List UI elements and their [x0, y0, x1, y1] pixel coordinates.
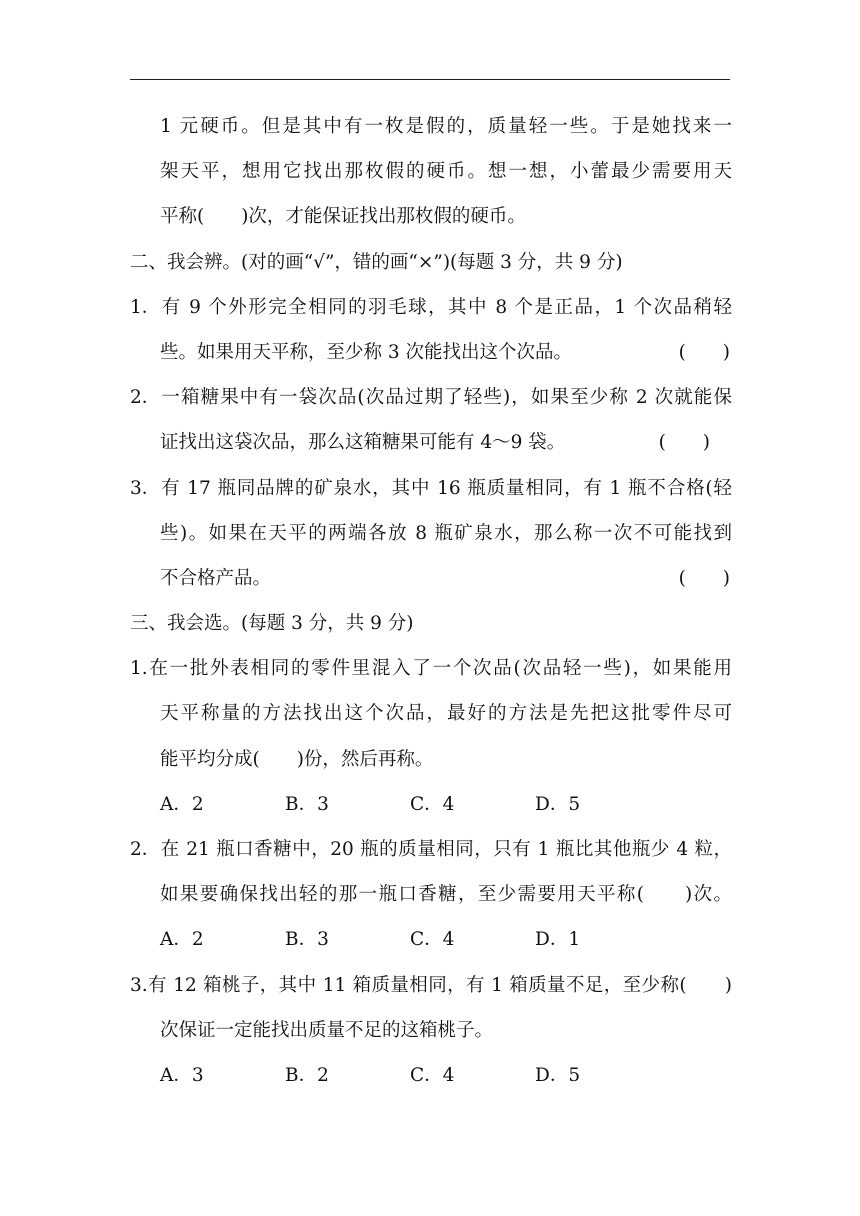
s3-q1-line-1 — [130, 646, 732, 691]
s3-q3-options — [130, 1053, 732, 1098]
s3-q2-option-c[interactable]: C．4 — [410, 929, 455, 951]
s3-q2-line-1 — [130, 827, 732, 872]
s3-q2-option-d[interactable]: D．1 — [535, 929, 581, 951]
s2-q3-number: 3． — [130, 477, 161, 499]
s2-q3-line-1 — [130, 466, 732, 511]
s3-q2-text-1: 在 21 瓶口香糖中，20 瓶的质量相同，只有 1 瓶比其他瓶少 4 粒， — [160, 839, 732, 860]
s3-q1-option-d[interactable]: D．5 — [535, 793, 581, 815]
prev-question-line-3: 平称( )次，才能保证找出那枚假的硬币。 — [160, 206, 526, 228]
s3-q3-option-b[interactable]: B．2 — [285, 1064, 329, 1086]
s3-q2-option-a[interactable]: A．2 — [160, 929, 204, 951]
s3-q1-number: 1. — [130, 658, 148, 680]
prev-question-line-1: 1 元硬币。但是其中有一枚是假的，质量轻一些。于是她找来一 — [160, 116, 732, 137]
s2-q3-text-1: 有 17 瓶同品牌的矿泉水，其中 16 瓶质量相同，有 1 瓶不合格(轻 — [160, 477, 732, 499]
s3-q1-line-3: 能平均分成( )份，然后再称。 — [160, 748, 434, 770]
s3-q2-option-b[interactable]: B．3 — [285, 929, 329, 951]
s3-q3-line-2: 次保证一定能找出质量不足的这箱桃子。 — [160, 1019, 494, 1041]
s3-q1-line-2: 天平称量的方法找出这个次品，最好的方法是先把这批零件尽可 — [160, 703, 732, 725]
s2-q2-number: 2． — [130, 387, 161, 409]
s2-q3-answer-blank[interactable]: ( ) — [678, 567, 730, 589]
worksheet-page — [130, 104, 732, 1098]
s3-q3-option-c[interactable]: C．4 — [410, 1064, 455, 1086]
s2-q2-line-2 — [130, 420, 732, 465]
section-2-heading: 二、我会辨。(对的画“√”，错的画“×”)(每题 3 分，共 9 分) — [130, 251, 623, 273]
header-rule — [130, 79, 730, 80]
s3-q2-line-2: 如果要确保找出轻的那一瓶口香糖，至少需要用天平称( )次。 — [160, 884, 732, 906]
s3-q3-option-a[interactable]: A．3 — [160, 1064, 204, 1086]
s2-q1-line-2 — [130, 330, 732, 375]
s2-q3-line-3 — [130, 556, 732, 601]
s2-q3-text-3: 不合格产品。 — [160, 567, 272, 589]
s3-q2-options — [130, 917, 732, 962]
s2-q2-line-1 — [130, 375, 732, 420]
s3-q1-options — [130, 782, 732, 827]
s3-q1-option-c[interactable]: C．4 — [410, 793, 455, 815]
s3-q1-option-b[interactable]: B．3 — [285, 793, 329, 815]
s2-q2-answer-blank[interactable]: ( ) — [658, 432, 710, 454]
s2-q1-number: 1． — [130, 296, 161, 318]
s3-q3-option-d[interactable]: D．5 — [535, 1064, 581, 1086]
s3-q2-number: 2． — [130, 839, 161, 860]
s2-q1-text-2: 些。如果用天平称，至少称 3 次能找出这个次品。 — [160, 341, 573, 363]
s2-q3-line-2: 些)。如果在天平的两端各放 8 瓶矿泉水，那么称一次不可能找到 — [160, 522, 732, 544]
s3-q1-text-1: 在一批外表相同的零件里混入了一个次品(次品轻一些)，如果能用 — [147, 658, 732, 680]
s2-q1-line-1 — [130, 285, 732, 330]
s3-q1-option-a[interactable]: A．2 — [160, 793, 204, 815]
s3-q3-line-1 — [130, 963, 732, 1008]
prev-question-line-2: 架天平，想用它找出那枚假的硬币。想一想，小蕾最少需要用天 — [160, 161, 732, 183]
s2-q1-answer-blank[interactable]: ( ) — [678, 341, 730, 363]
section-3-heading: 三、我会选。(每题 3 分，共 9 分) — [130, 613, 414, 635]
s2-q2-text-1: 一箱糖果中有一袋次品(次品过期了轻些)，如果至少称 2 次就能保 — [160, 387, 732, 409]
s2-q2-text-2: 证找出这袋次品，那么这箱糖果可能有 4～9 袋。 — [160, 432, 566, 454]
s3-q3-text-1: 有 12 箱桃子，其中 11 箱质量相同，有 1 箱质量不足，至少称( ) — [147, 974, 732, 996]
s2-q1-text-1: 有 9 个外形完全相同的羽毛球，其中 8 个是正品，1 个次品稍轻 — [160, 296, 732, 318]
s3-q3-number: 3. — [130, 974, 148, 996]
